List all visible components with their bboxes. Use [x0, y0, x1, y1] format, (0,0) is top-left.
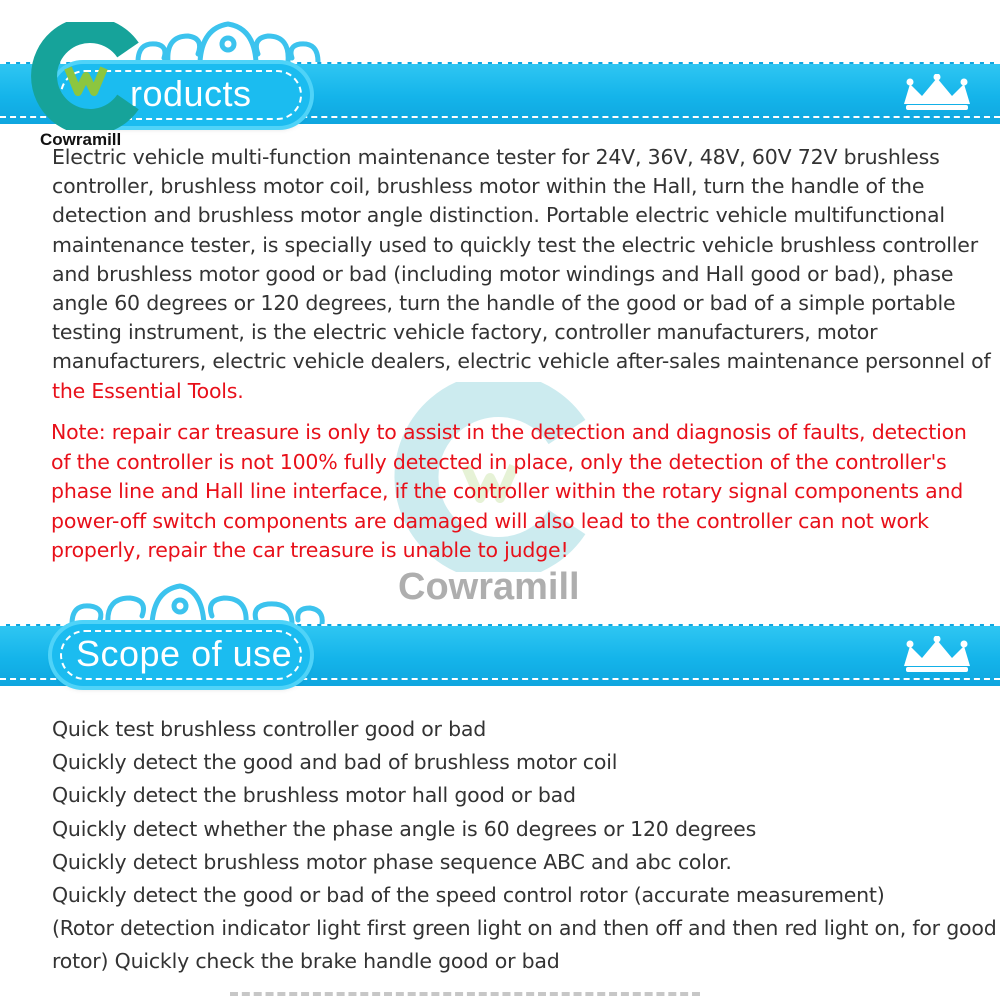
watermark-text: Cowramill: [398, 566, 580, 608]
list-item: Quickly detect the good or bad of the speed control rotor (accurate measurement): [52, 883, 885, 908]
list-item: Quick test brushless controller good or bad: [52, 717, 487, 741]
description-text: Electric vehicle multi-function maintenance tester for 24V, 36V, 48V, 60V 72V brushless controller, brushless motor coil, brushless motor within the Hall, turn the handle of the detection and brushless motor angle distinction. Portable electric vehicle multifunctional maintenance tester, is specially used to quickly test the electric vehicle brushless controller and brushless motor good or bad (including motor windings and Hall good or bad), phase angle 60 degrees or 120 degrees, turn the handle of the good or bad of a simple portable testing instrument, is the electric vehicle factory, controller manufacturers, motor manufacturers, electric vehicle dealers, electric vehicle after-sales maintenance personnel of: [52, 145, 991, 374]
list-item: Quickly detect the good and bad of brushless motor coil: [52, 750, 618, 775]
product-description: [52, 143, 992, 406]
products-title: roducts: [130, 73, 252, 114]
logo-text: Cowramill: [40, 130, 122, 149]
crown-icon: [900, 636, 974, 674]
scope-list: [52, 713, 997, 979]
swirl-ornament-icon: [128, 14, 328, 66]
crown-icon: [900, 74, 974, 112]
cowramill-logo-icon: [30, 22, 142, 130]
scope-title: Scope of use: [76, 633, 293, 674]
list-item: Quickly detect the brushless motor hall good or bad: [52, 783, 576, 808]
product-note: Note: repair car treasure is only to assist in the detection and diagnosis of faults, detection of the controller is not 100% fully detected in place, only the detection of the controller's phase line and Hall line interface, if the controller within the rotary signal components and power-off switch components are damaged will also lead to the controller can not work properly, repair the car treasure is unable to judge!: [51, 420, 967, 562]
next-section-edge: [230, 992, 700, 1004]
swirl-ornament-icon: [62, 576, 332, 628]
list-item: Quickly detect brushless motor phase sequence ABC and abc color.: [52, 849, 732, 874]
list-item: Quickly detect whether the phase angle is 60 degrees or 120 degrees: [52, 816, 757, 841]
scope-title-pill: [52, 624, 310, 686]
list-item: (Rotor detection indicator light first green light on and then off and then red light on, for good rotor) Quickly check the brake handle good or bad: [52, 916, 997, 974]
description-highlight: the Essential Tools.: [52, 378, 244, 403]
